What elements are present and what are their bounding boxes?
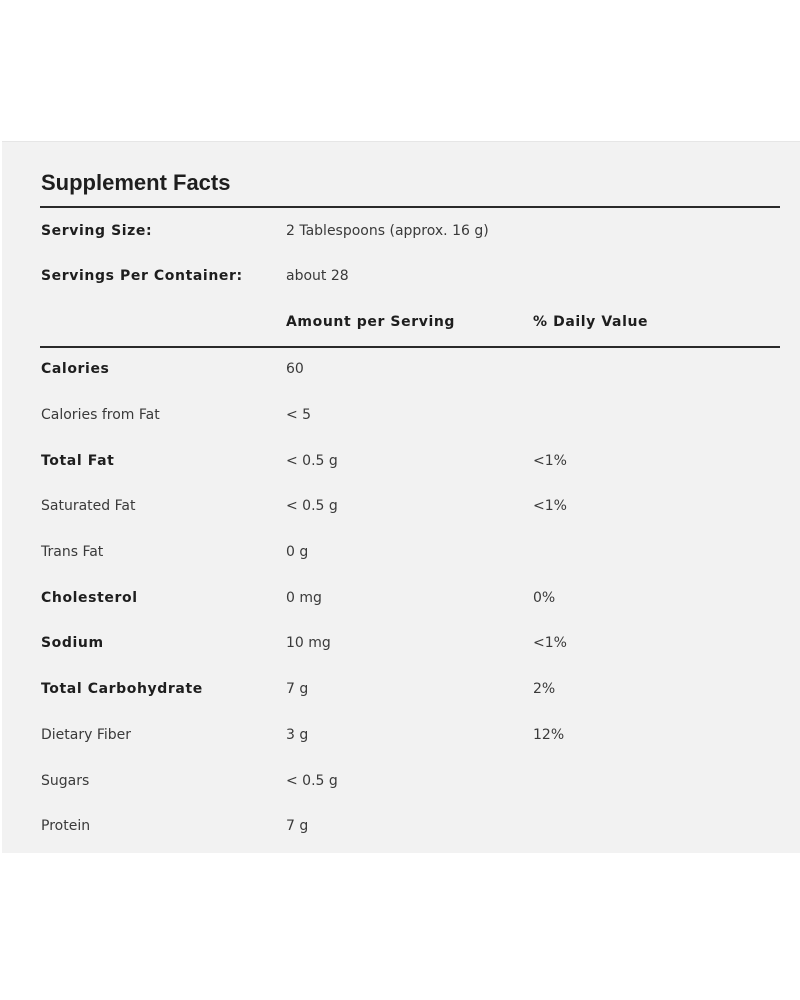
- nutrient-name: Sugars: [41, 773, 90, 789]
- nutrient-amount: < 0.5 g: [286, 773, 338, 789]
- servings-per-container-value: about 28: [286, 268, 349, 284]
- nutrient-name: Total Carbohydrate: [41, 681, 203, 697]
- nutrient-row: [2, 723, 800, 747]
- serving-size-label: Serving Size:: [41, 223, 153, 239]
- nutrient-amount: 7 g: [286, 681, 309, 697]
- nutrient-name: Protein: [41, 818, 91, 834]
- nutrient-row: [2, 677, 800, 701]
- nutrient-name: Dietary Fiber: [41, 727, 132, 743]
- servings-per-container-row: [2, 264, 800, 288]
- serving-size-value: 2 Tablespoons (approx. 16 g): [286, 223, 489, 239]
- nutrient-daily-value: 0%: [533, 590, 556, 606]
- nutrient-amount: 3 g: [286, 727, 309, 743]
- nutrient-row: [2, 494, 800, 518]
- nutrient-name: Saturated Fat: [41, 498, 136, 514]
- panel-title: Supplement Facts: [41, 170, 231, 195]
- column-header-row: [2, 310, 800, 334]
- header-divider: [40, 346, 780, 348]
- nutrient-name: Calories from Fat: [41, 407, 160, 423]
- nutrient-row: [2, 769, 800, 793]
- supplement-facts-panel: [2, 141, 800, 853]
- nutrient-amount: < 0.5 g: [286, 498, 338, 514]
- nutrient-daily-value: 12%: [533, 727, 565, 743]
- nutrient-row: [2, 586, 800, 610]
- daily-value-column-header: % Daily Value: [533, 314, 649, 330]
- nutrient-amount: 0 mg: [286, 590, 322, 606]
- nutrient-name: Sodium: [41, 635, 104, 651]
- nutrient-row: [2, 449, 800, 473]
- nutrient-row: [2, 403, 800, 427]
- nutrient-amount: 10 mg: [286, 635, 331, 651]
- nutrient-row: [2, 814, 800, 838]
- nutrient-row: [2, 631, 800, 655]
- nutrient-daily-value: <1%: [533, 635, 567, 651]
- nutrient-name: Trans Fat: [41, 544, 104, 560]
- nutrient-row: [2, 540, 800, 564]
- nutrient-name: Total Fat: [41, 453, 115, 469]
- top-divider: [40, 206, 780, 208]
- nutrient-amount: 60: [286, 361, 304, 377]
- nutrient-row: [2, 357, 800, 381]
- nutrient-amount: < 0.5 g: [286, 453, 338, 469]
- nutrient-daily-value: <1%: [533, 498, 567, 514]
- nutrient-name: Calories: [41, 361, 110, 377]
- nutrient-daily-value: <1%: [533, 453, 567, 469]
- amount-column-header: Amount per Serving: [286, 314, 456, 330]
- nutrient-amount: < 5: [286, 407, 312, 423]
- nutrient-name: Cholesterol: [41, 590, 138, 606]
- nutrient-daily-value: 2%: [533, 681, 556, 697]
- nutrient-amount: 7 g: [286, 818, 309, 834]
- servings-per-container-label: Servings Per Container:: [41, 268, 243, 284]
- nutrient-amount: 0 g: [286, 544, 309, 560]
- serving-size-row: [2, 219, 800, 243]
